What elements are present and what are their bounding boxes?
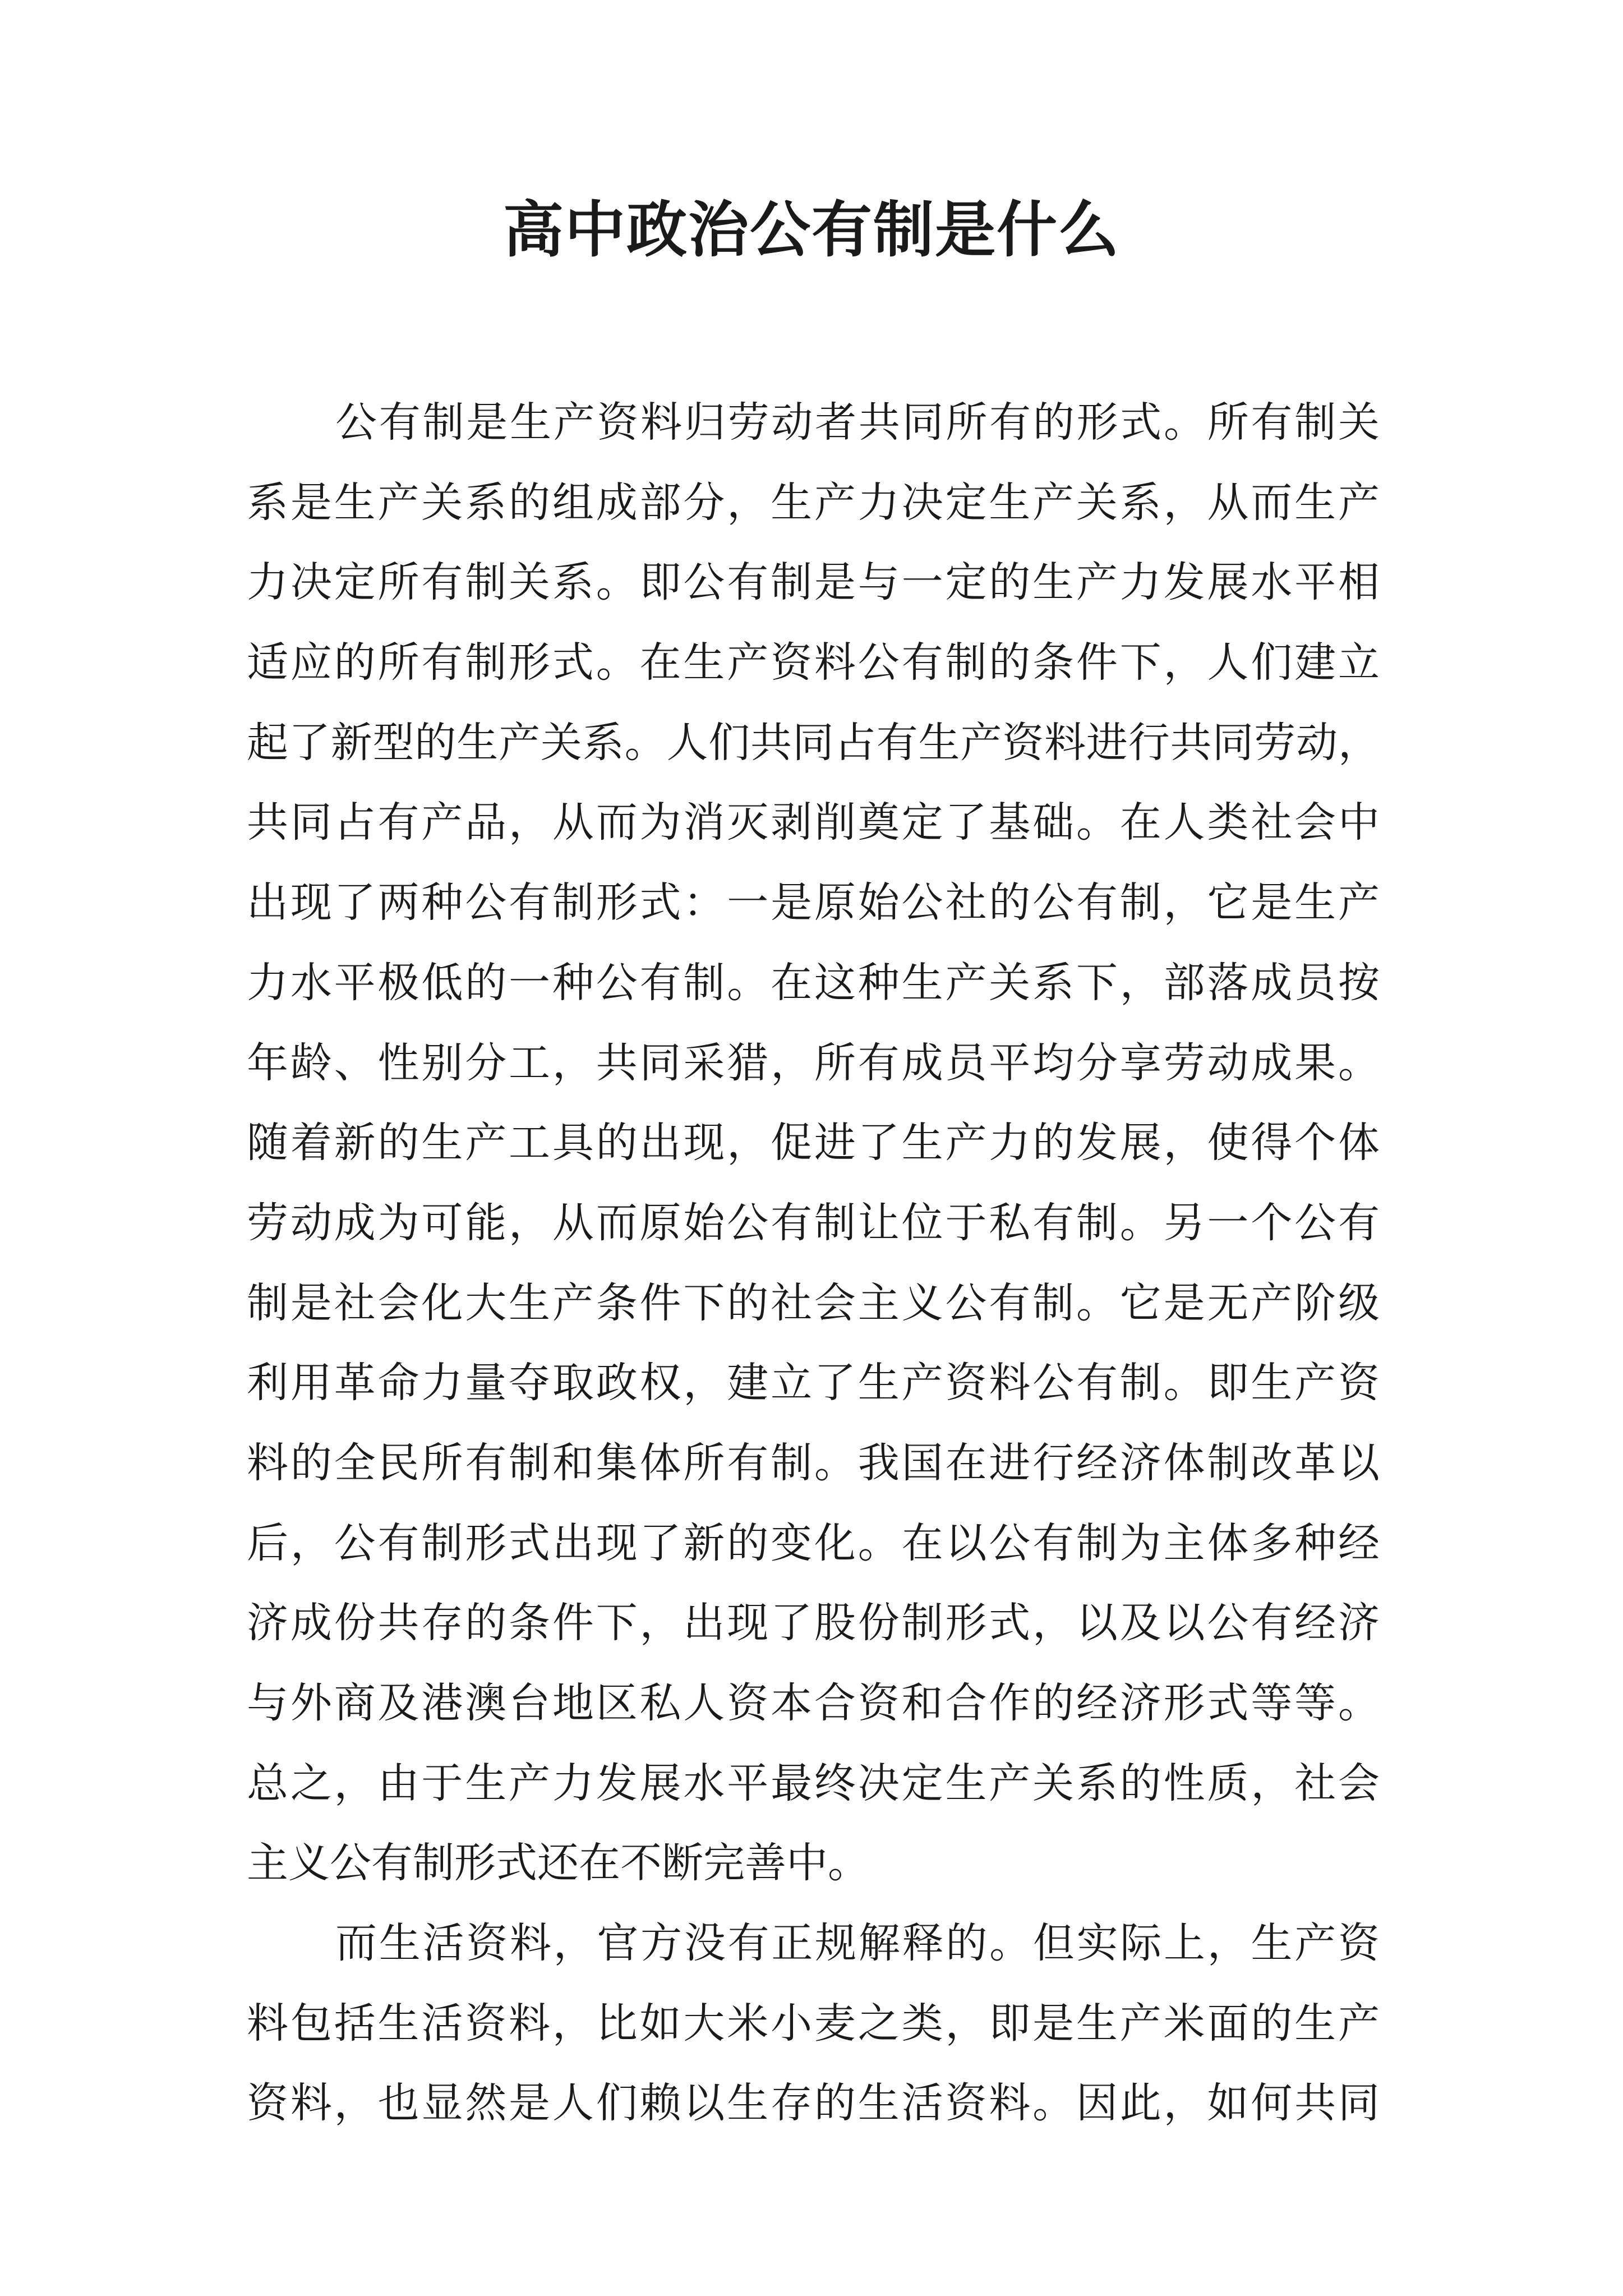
text-line: 起了新型的生产关系。人们共同占有生产资料进行共同劳动， [247, 718, 1380, 767]
text-line: 力水平极低的一种公有制。在这种生产关系下，部落成员按 [247, 958, 1380, 1007]
text-line: 而生活资料，官方没有正规解释的。但实际上，生产资 [335, 1919, 1380, 1968]
text-line: 料包括生活资料，比如大米小麦之类，即是生产米面的生产 [247, 1999, 1380, 2047]
text-line: 济成份共存的条件下，出现了股份制形式，以及以公有经济 [247, 1599, 1380, 1648]
text-line: 与外商及港澳台地区私人资本合资和合作的经济形式等等。 [247, 1679, 1380, 1727]
text-line: 出现了两种公有制形式：一是原始公社的公有制，它是生产 [247, 878, 1380, 927]
text-line: 共同占有产品，从而为消灭剥削奠定了基础。在人类社会中 [247, 798, 1380, 847]
text-line: 公有制是生产资料归劳动者共同所有的形式。所有制关 [335, 398, 1380, 447]
text-line: 总之，由于生产力发展水平最终决定生产关系的性质，社会 [247, 1759, 1380, 1807]
document-body [247, 383, 1380, 2143]
text-line: 力决定所有制关系。即公有制是与一定的生产力发展水平相 [247, 558, 1380, 607]
text-line: 适应的所有制形式。在生产资料公有制的条件下，人们建立 [247, 638, 1380, 687]
text-line: 利用革命力量夺取政权，建立了生产资料公有制。即生产资 [247, 1359, 1380, 1407]
text-line: 系是生产关系的组成部分，生产力决定生产关系，从而生产 [247, 478, 1380, 527]
text-line: 资料，也显然是人们赖以生存的生活资料。因此，如何共同 [247, 2079, 1380, 2128]
text-line: 随着新的生产工具的出现，促进了生产力的发展，使得个体 [247, 1119, 1380, 1167]
text-line: 主义公有制形式还在不断完善中。 [247, 1839, 869, 1888]
text-line: 后，公有制形式出现了新的变化。在以公有制为主体多种经 [247, 1519, 1380, 1567]
text-line: 料的全民所有制和集体所有制。我国在进行经济体制改革以 [247, 1438, 1380, 1487]
text-line: 制是社会化大生产条件下的社会主义公有制。它是无产阶级 [247, 1278, 1380, 1327]
text-line: 劳动成为可能，从而原始公有制让位于私有制。另一个公有 [247, 1198, 1380, 1247]
document-title: 高中政治公有制是什么 [502, 195, 1120, 265]
text-line: 年龄、性别分工，共同采猎，所有成员平均分享劳动成果。 [247, 1038, 1380, 1087]
